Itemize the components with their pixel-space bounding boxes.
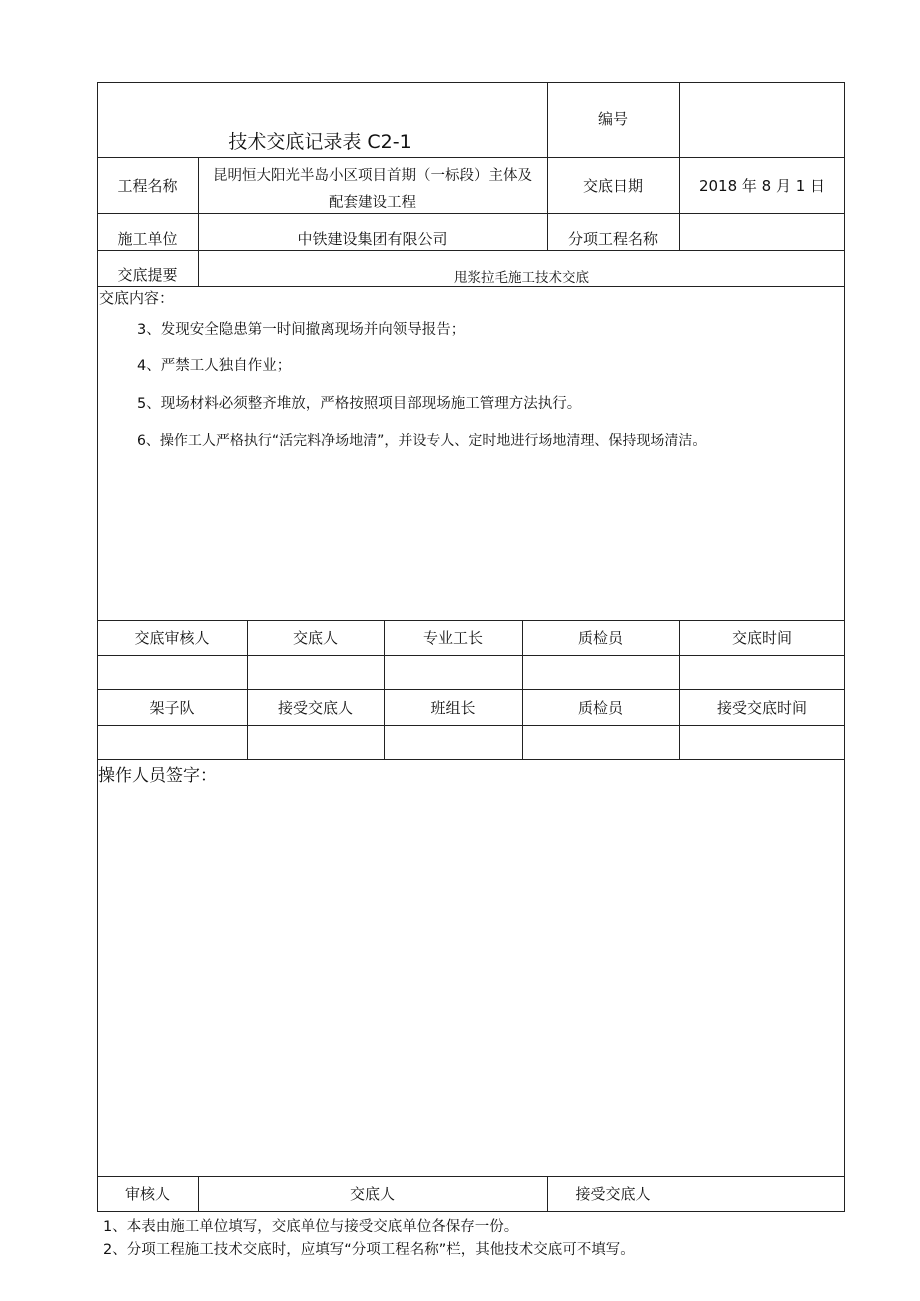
content-item: 5、现场材料必须整齐堆放，严格按照项目部现场施工管理方法执行。: [137, 396, 582, 412]
project-name-label: 工程名称: [117, 177, 178, 195]
sign-header-discloser: 交底人: [292, 629, 338, 647]
row-divider: [97, 250, 845, 251]
form-title: 技术交底记录表 C2-1: [228, 131, 412, 153]
summary-value: 甩浆拉毛施工技术交底: [454, 270, 589, 286]
sign-header-reviewer: 交底审核人: [134, 629, 210, 647]
row-divider: [97, 759, 845, 760]
sign-header-foreman: 专业工长: [422, 629, 483, 647]
sign-header-receive-time: 接受交底时间: [716, 699, 807, 717]
sign-header-scaffold-team: 架子队: [149, 699, 195, 717]
sub-project-label: 分项工程名称: [567, 230, 658, 248]
content-item: 4、严禁工人独自作业；: [137, 358, 292, 374]
sign-header-team-leader: 班组长: [430, 699, 476, 717]
disclosure-date-value: 2018 年 8 月 1 日: [698, 177, 826, 195]
disclosure-date-label: 交底日期: [582, 177, 643, 195]
sign-header-inspector: 质检员: [577, 629, 623, 647]
footnote: 1、本表由施工单位填写，交底单位与接受交底单位各保存一份。: [103, 1219, 519, 1235]
operators-signature-label: 操作人员签字：: [98, 766, 217, 786]
row-divider: [97, 157, 845, 158]
project-name-line1: 昆明恒大阳光半岛小区项目首期（一标段）主体及: [213, 168, 532, 184]
construction-unit-value: 中铁建设集团有限公司: [297, 230, 448, 248]
sign-header-inspector-2: 质检员: [577, 699, 623, 717]
content-item: 3、发现安全隐患第一时间撤离现场并向领导报告；: [137, 322, 466, 338]
sign-header-time: 交底时间: [731, 629, 792, 647]
summary-label: 交底提要: [117, 266, 178, 284]
footnote: 2、分项工程施工技术交底时，应填写“分项工程名称”栏，其他技术交底可不填写。: [103, 1242, 635, 1258]
footer-receiver-label: 接受交底人: [575, 1185, 651, 1203]
row-divider: [97, 655, 845, 656]
sign-header-recipient: 接受交底人: [277, 699, 353, 717]
row-divider: [97, 689, 845, 690]
col-divider: [547, 82, 548, 250]
project-name-line2: 配套建设工程: [329, 195, 416, 211]
construction-unit-label: 施工单位: [117, 230, 178, 248]
footer-discloser-label: 交底人: [349, 1185, 395, 1203]
row-divider: [97, 1176, 845, 1177]
row-divider: [97, 725, 845, 726]
content-label: 交底内容：: [99, 289, 175, 307]
footer-reviewer-label: 审核人: [124, 1185, 170, 1203]
content-item: 6、操作工人严格执行“活完料净场地清”，并设专人、定时地进行场地清理、保持现场清洁。: [137, 433, 707, 449]
col-divider: [679, 82, 680, 250]
number-label: 编号: [597, 110, 628, 128]
row-divider: [97, 620, 845, 621]
row-divider: [97, 213, 845, 214]
